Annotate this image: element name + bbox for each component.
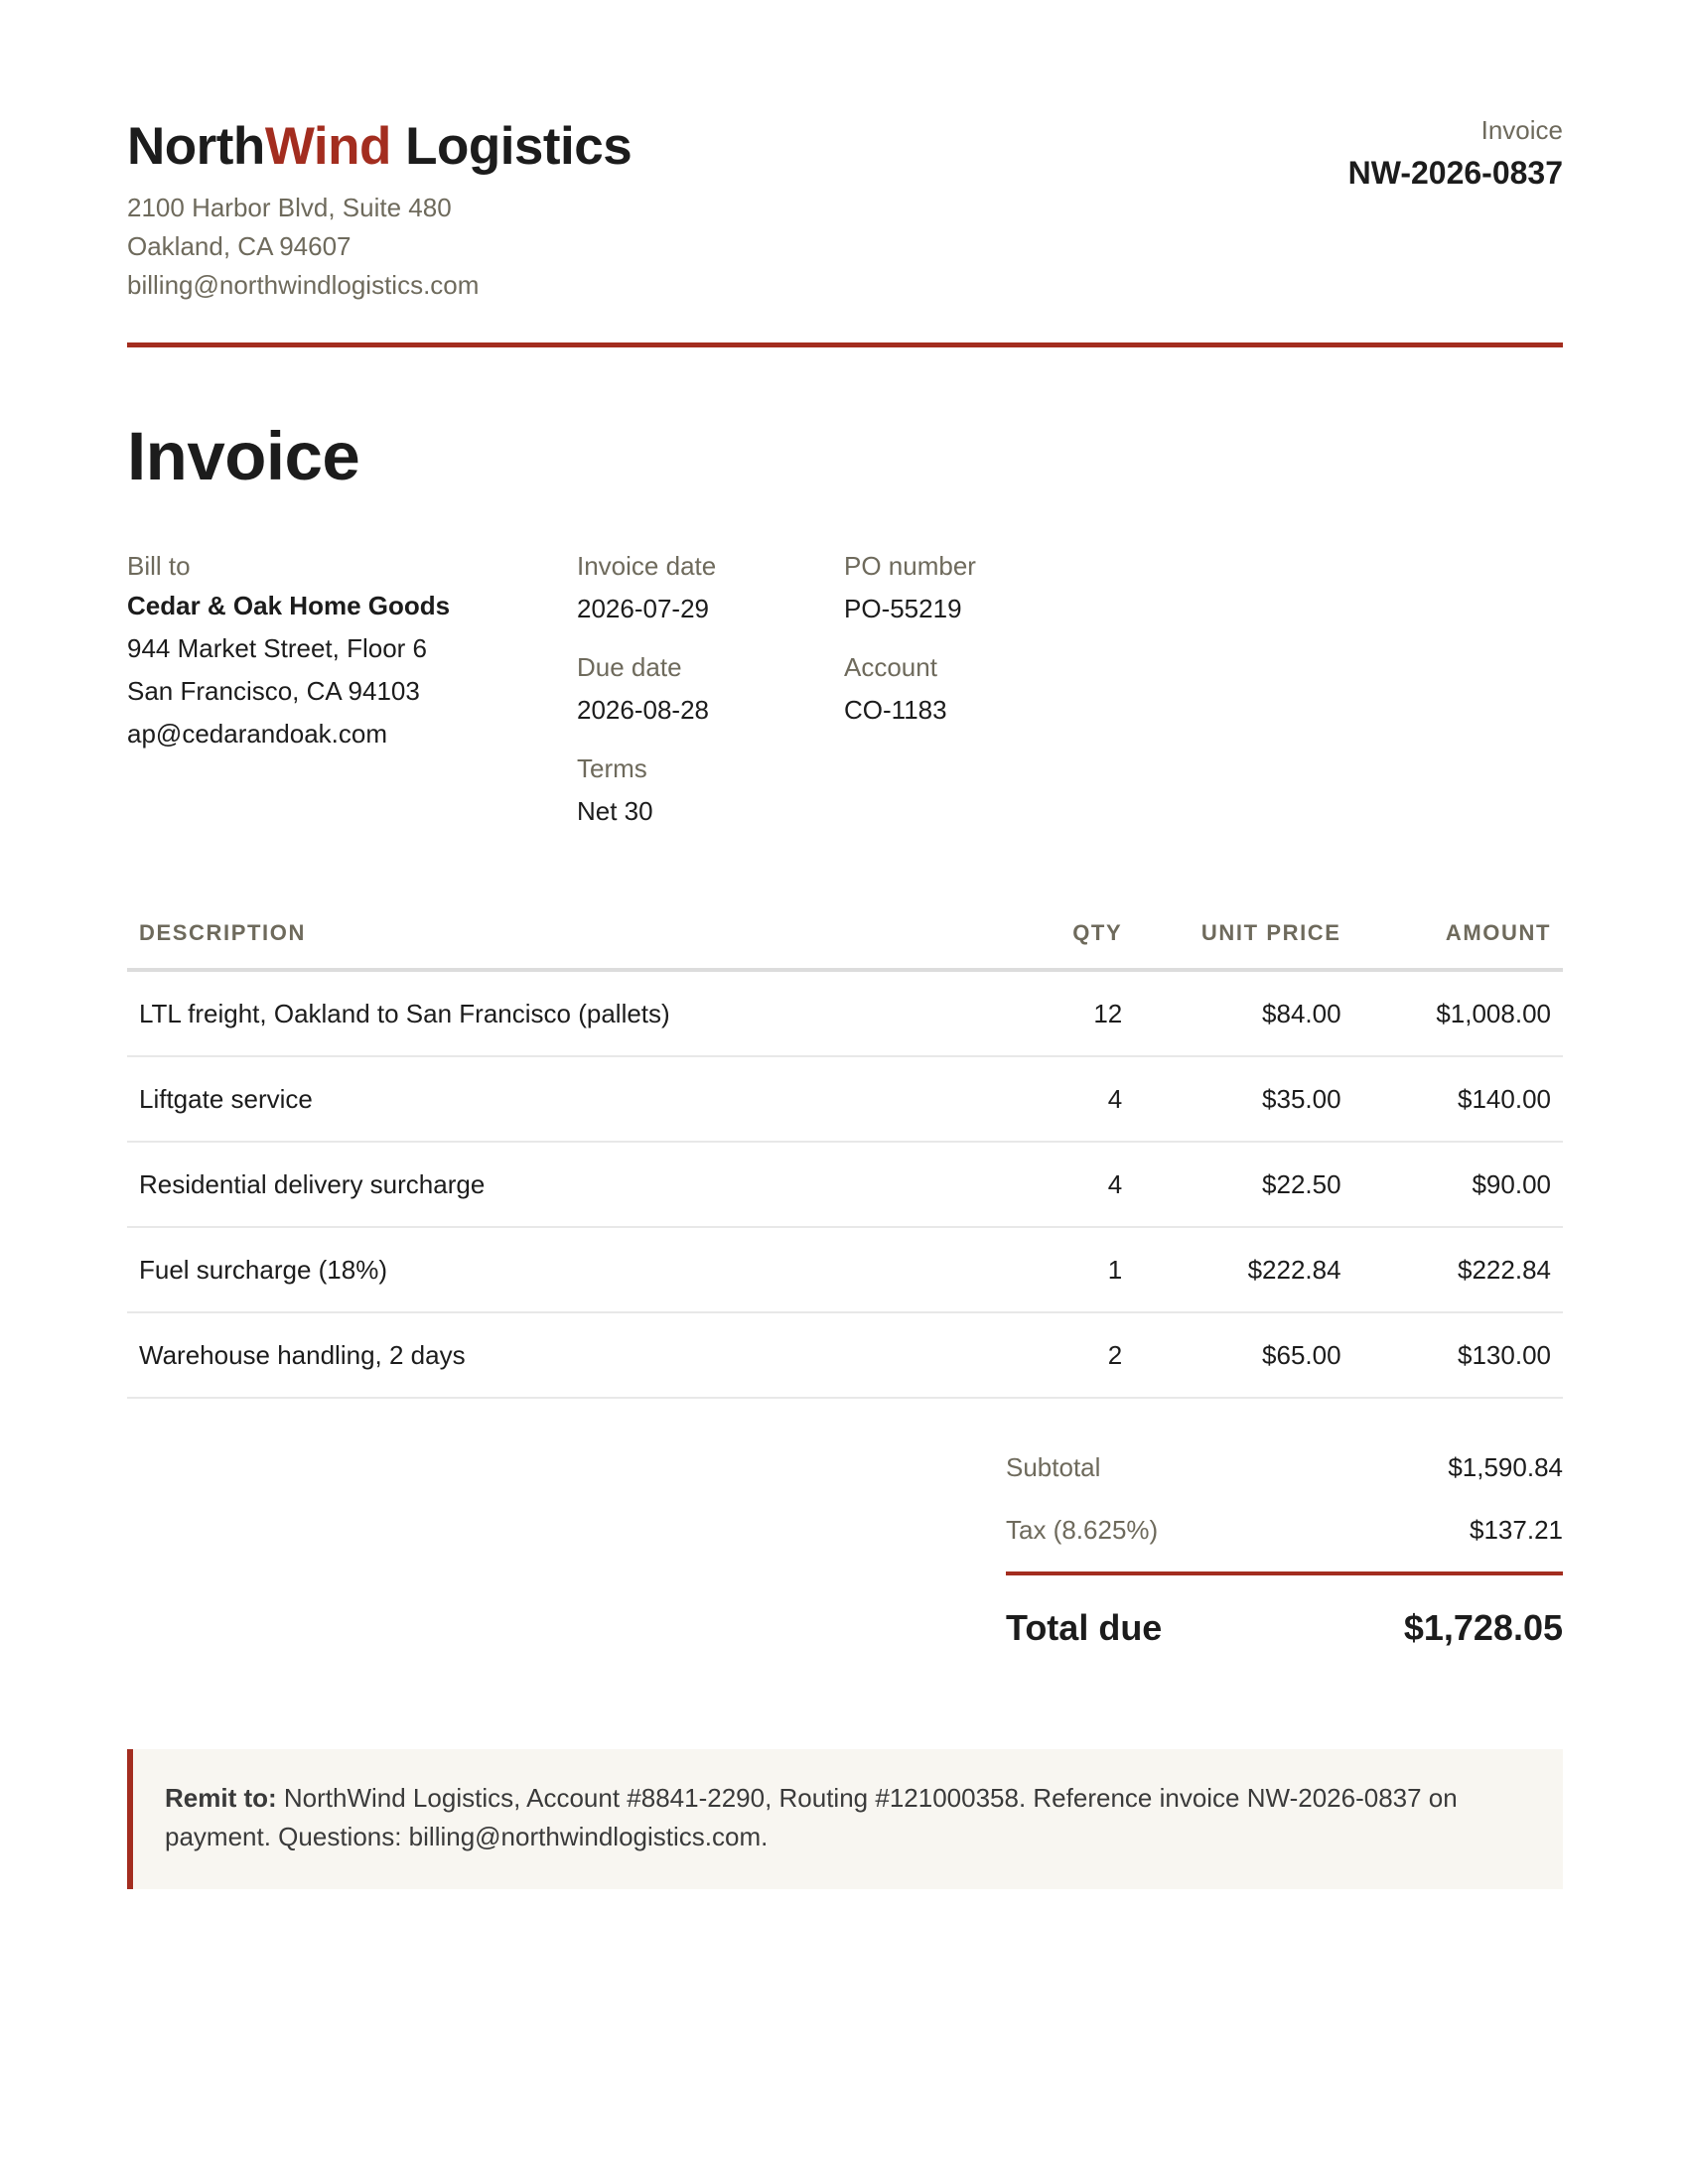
row-unit-price: $35.00 (1134, 1056, 1352, 1142)
row-qty: 1 (1013, 1227, 1134, 1312)
row-amount: $130.00 (1353, 1312, 1563, 1398)
bill-to-block (127, 547, 564, 755)
line-items-table (127, 898, 1563, 1399)
dates-block (577, 547, 835, 851)
table-row (127, 1312, 1563, 1398)
row-description: Warehouse handling, 2 days (127, 1312, 1013, 1398)
row-qty: 12 (1013, 970, 1134, 1056)
invoice-date-field (577, 547, 835, 627)
table-row (127, 970, 1563, 1056)
invoice-reference (1348, 113, 1563, 195)
total-due-value: $1,728.05 (1403, 1607, 1563, 1648)
terms-value: Net 30 (577, 796, 653, 826)
account-field (844, 648, 1142, 729)
remit-text: NorthWind Logistics, Account #8841-2290, Routing #121000358. Reference invoice NW-2026-0837 on payment. Questions: billing@northwindlogistics.com. (165, 1783, 1458, 1851)
row-amount: $90.00 (1353, 1142, 1563, 1227)
row-unit-price: $65.00 (1134, 1312, 1352, 1398)
row-amount: $140.00 (1353, 1056, 1563, 1142)
column-header-unit-price: UNIT PRICE (1134, 898, 1352, 970)
invoice-date-value: 2026-07-29 (577, 594, 709, 623)
bill-to-email: ap@cedarandoak.com (127, 719, 387, 749)
header-divider (127, 342, 1563, 347)
po-number-field (844, 547, 1142, 627)
row-description: Fuel surcharge (18%) (127, 1227, 1013, 1312)
row-unit-price: $22.50 (1134, 1142, 1352, 1227)
due-date-label: Due date (577, 652, 682, 682)
table-row (127, 1227, 1563, 1312)
column-header-amount: AMOUNT (1353, 898, 1563, 970)
invoice-number: NW-2026-0837 (1347, 155, 1563, 191)
totals-block (1006, 1440, 1563, 1566)
row-unit-price: $222.84 (1134, 1227, 1352, 1312)
company-address-block (127, 189, 479, 305)
tax-value: $137.21 (1470, 1515, 1563, 1545)
invoice-meta (127, 547, 1563, 845)
total-due-label: Total due (1006, 1607, 1163, 1648)
company-address-line1: 2100 Harbor Blvd, Suite 480 (127, 193, 452, 222)
subtotal-row (1006, 1440, 1563, 1503)
row-amount: $1,008.00 (1353, 970, 1563, 1056)
row-unit-price: $84.00 (1134, 970, 1352, 1056)
row-qty: 2 (1013, 1312, 1134, 1398)
company-name-part1: North (127, 117, 265, 176)
bill-to-label: Bill to (127, 551, 191, 581)
subtotal-label: Subtotal (1006, 1452, 1101, 1482)
column-header-description: DESCRIPTION (127, 898, 1013, 970)
terms-label: Terms (577, 753, 647, 783)
tax-label: Tax (8.625%) (1006, 1515, 1159, 1545)
total-due-row (1006, 1599, 1563, 1659)
remit-note (127, 1749, 1563, 1889)
po-number-value: PO-55219 (844, 594, 962, 623)
terms-field (577, 750, 835, 830)
company-logo-text (127, 115, 632, 179)
column-header-qty: QTY (1013, 898, 1134, 970)
references-block (844, 547, 1142, 750)
due-date-field (577, 648, 835, 729)
totals-divider (1006, 1571, 1563, 1575)
company-name-part3: Logistics (390, 117, 633, 176)
row-description: LTL freight, Oakland to San Francisco (pallets) (127, 970, 1013, 1056)
company-address-line2: Oakland, CA 94607 (127, 231, 352, 261)
page-title: Invoice (127, 418, 360, 494)
bill-to-name: Cedar & Oak Home Goods (127, 591, 451, 620)
row-amount: $222.84 (1353, 1227, 1563, 1312)
bill-to-address-line2: San Francisco, CA 94103 (127, 676, 420, 706)
row-description: Residential delivery surcharge (127, 1142, 1013, 1227)
po-number-label: PO number (844, 551, 976, 581)
table-row (127, 1142, 1563, 1227)
invoice-reference-label: Invoice (1480, 115, 1563, 145)
invoice-header (127, 0, 1563, 349)
company-name-part2: Wind (264, 117, 391, 176)
bill-to-address-line1: 944 Market Street, Floor 6 (127, 633, 428, 663)
subtotal-value: $1,590.84 (1448, 1452, 1563, 1482)
row-description: Liftgate service (127, 1056, 1013, 1142)
row-qty: 4 (1013, 1056, 1134, 1142)
company-email: billing@northwindlogistics.com (127, 270, 480, 300)
remit-label: Remit to: (165, 1783, 277, 1813)
table-row (127, 1056, 1563, 1142)
tax-row (1006, 1503, 1563, 1566)
due-date-value: 2026-08-28 (577, 695, 709, 725)
account-value: CO-1183 (844, 695, 947, 725)
invoice-content (127, 0, 1563, 1851)
row-qty: 4 (1013, 1142, 1134, 1227)
account-label: Account (844, 652, 937, 682)
invoice-date-label: Invoice date (577, 551, 717, 581)
table-header-row (127, 898, 1563, 970)
